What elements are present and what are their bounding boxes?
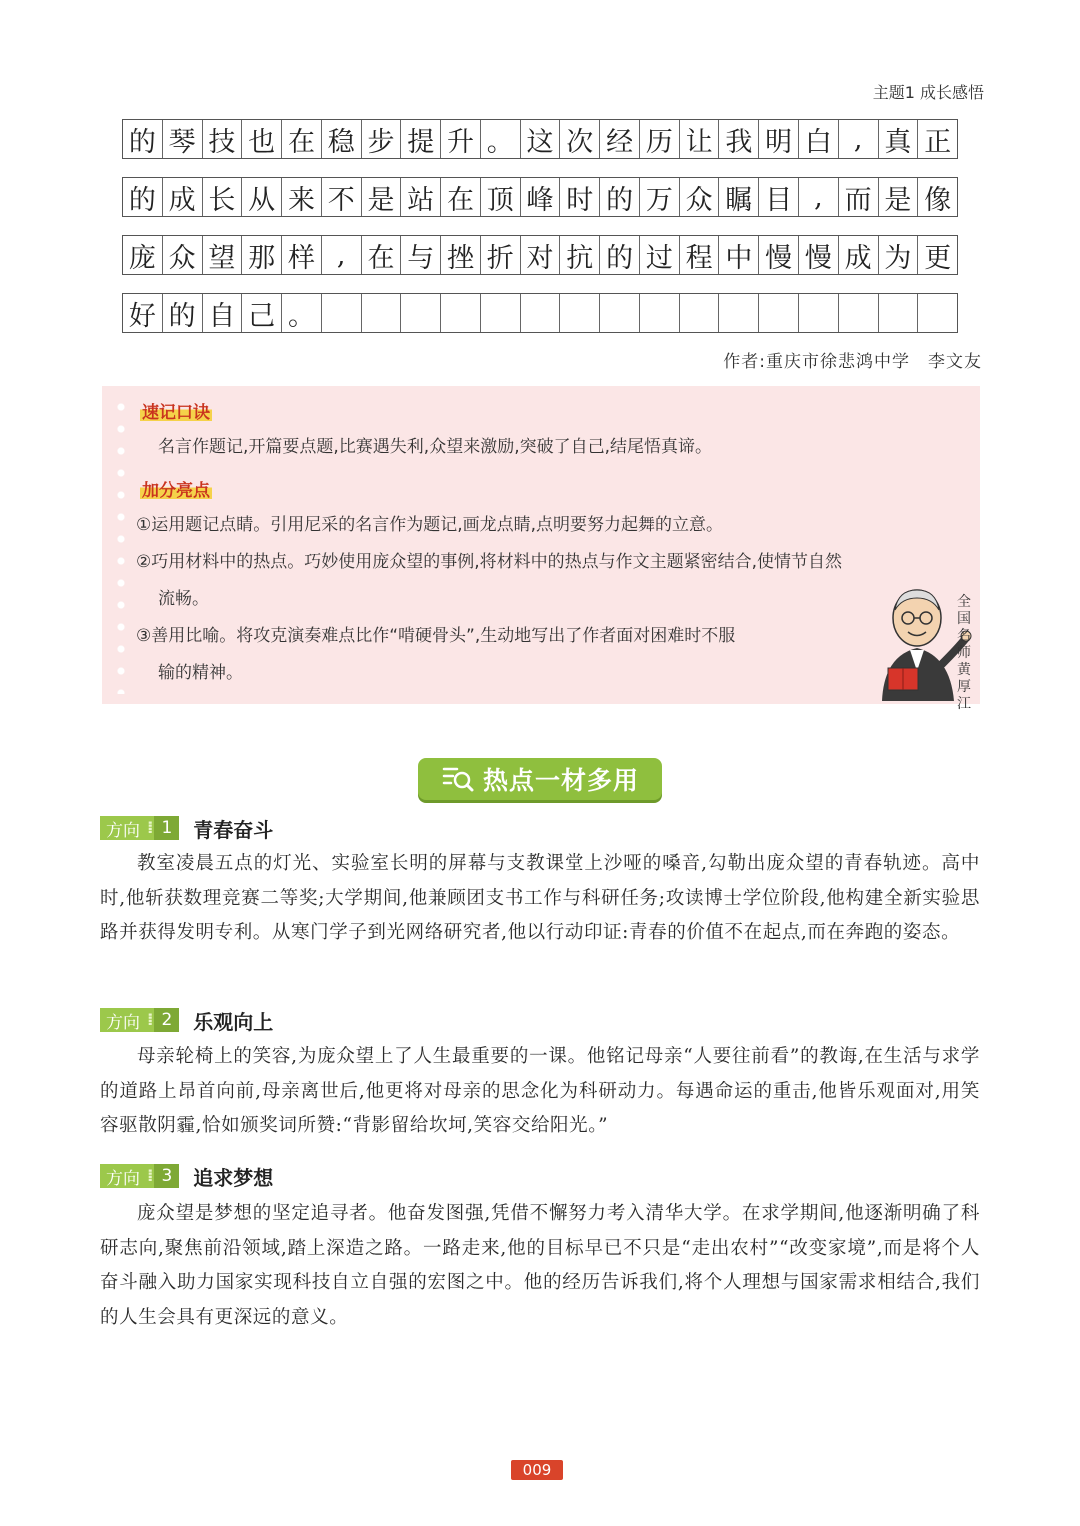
direction-heading-1: [100, 815, 273, 841]
section-banner: [418, 758, 662, 800]
grid-cell: 提: [401, 120, 441, 158]
grid-cell: 是: [879, 178, 919, 216]
highlight-point-2: ②巧用材料中的热点。巧妙使用庞众望的事例,将材料中的热点与作文主题紧密结合,使情节自然: [136, 552, 843, 572]
grid-cell: 不: [322, 178, 362, 216]
grid-cell: 峰: [521, 178, 561, 216]
grid-cell: 时: [560, 178, 600, 216]
grid-cell: [481, 294, 521, 332]
grid-cell: 慢: [759, 236, 799, 274]
grid-cell: 那: [242, 236, 282, 274]
grid-cell: 更: [924, 242, 952, 274]
grid-cell: 我: [719, 120, 759, 158]
grid-cell: 这: [521, 120, 561, 158]
grid-cell: 程: [680, 236, 720, 274]
grid-cell: 中: [719, 236, 759, 274]
grid-cell: [680, 294, 720, 332]
grid-cell: [799, 294, 839, 332]
grid-cell: [560, 294, 600, 332]
grid-cell: 庞: [123, 236, 163, 274]
direction-title: 乐观向上: [193, 1009, 274, 1034]
grid-cell: 的: [600, 178, 640, 216]
grid-cell: 正: [924, 126, 952, 158]
grid-cell: ,: [799, 178, 839, 216]
grid-cell: [759, 294, 799, 332]
grid-cell: [918, 294, 957, 332]
highlight-point-2-cont: 流畅。: [158, 589, 209, 609]
direction-word: 方向: [106, 1012, 140, 1033]
grid-cell: 而: [839, 178, 879, 216]
grid-cell: 白: [799, 120, 839, 158]
grid-cell: 目: [759, 178, 799, 216]
page-number: 009: [511, 1460, 563, 1480]
grid-row: [122, 235, 958, 275]
grid-cell: [600, 294, 640, 332]
grid-cell: [401, 294, 441, 332]
grid-cell: 像: [924, 184, 952, 216]
direction-badge: 方向 ⁞ 2: [100, 1008, 179, 1032]
grid-cell: [640, 294, 680, 332]
direction-word: 方向: [106, 820, 140, 841]
grid-cell: 为: [879, 236, 919, 274]
grid-cell: [521, 294, 561, 332]
highlight-point-1: ①运用题记点睛。引用尼采的名言作为题记,画龙点睛,点明要努力起舞的立意。: [136, 515, 724, 535]
grid-cell: 步: [362, 120, 402, 158]
grid-row: [122, 119, 958, 159]
direction-word: 方向: [106, 1168, 140, 1189]
direction-badge: 方向 ⁞ 1: [100, 816, 179, 840]
tag-mnemonic: 速记口诀: [140, 398, 212, 423]
grid-cell: 成: [839, 236, 879, 274]
grid-cell: 次: [560, 120, 600, 158]
grid-cell: [719, 294, 759, 332]
grid-cell: 技: [203, 120, 243, 158]
grid-cell: 在: [441, 178, 481, 216]
grid-cell: 成: [163, 178, 203, 216]
grid-cell: 在: [282, 120, 322, 158]
grid-cell: 。: [282, 294, 322, 332]
grid-cell: 长: [203, 178, 243, 216]
grid-cell: 众: [163, 236, 203, 274]
direction-paragraph-3: 庞众望是梦想的坚定追寻者。他奋发图强,凭借不懈努力考入清华大学。在求学期间,他逐渐明确了科研志向,聚焦前沿领域,踏上深造之路。一路走来,他的目标早已不只是“走出农村”“改变家境”,而是将个人奋斗融入助力国家实现科技自立自强的宏图之中。他的经历告诉我们,将个人理想与国家需求相结合,我们的人生会具有更深远的意义。: [100, 1203, 980, 1328]
grid-cell: 自: [203, 294, 243, 332]
grid-cell: 众: [680, 178, 720, 216]
grid-row: [122, 293, 958, 333]
grid-cell: [362, 294, 402, 332]
grid-cell: 的: [123, 178, 163, 216]
tip-box: [102, 386, 980, 712]
grid-cell: 对: [521, 236, 561, 274]
highlight-point-3-cont: 输的精神。: [158, 663, 243, 683]
direction-number: 1: [154, 816, 179, 840]
grid-cell: 历: [640, 120, 680, 158]
teacher-label: 全国名师黄厚江: [957, 594, 971, 712]
grid-cell: 的: [163, 294, 203, 332]
direction-title: 青春奋斗: [193, 817, 274, 842]
grid-cell: 琴: [163, 120, 203, 158]
grid-cell: 稳: [322, 120, 362, 158]
direction-title: 追求梦想: [193, 1165, 274, 1190]
grid-cell: 望: [203, 236, 243, 274]
grid-cell: 在: [362, 236, 402, 274]
direction-number: 2: [154, 1008, 179, 1032]
grid-cell: [839, 294, 879, 332]
grid-cell: [322, 294, 362, 332]
grid-cell: 真: [879, 120, 919, 158]
grid-cell: 过: [640, 236, 680, 274]
grid-cell: [441, 294, 481, 332]
grid-cell: 。: [481, 120, 521, 158]
binder-holes: [116, 396, 126, 694]
grid-cell: 来: [282, 178, 322, 216]
grid-cell: 的: [600, 236, 640, 274]
grid-cell: 折: [481, 236, 521, 274]
grid-cell: 万: [640, 178, 680, 216]
grid-cell: 的: [123, 120, 163, 158]
grid-cell: 让: [680, 120, 720, 158]
grid-cell: ,: [322, 236, 362, 274]
grid-cell: 抗: [560, 236, 600, 274]
grid-cell: 从: [242, 178, 282, 216]
direction-heading-2: [100, 1007, 273, 1033]
grid-cell: 升: [441, 120, 481, 158]
magnifier-icon: [441, 765, 475, 793]
mnemonic-text: 名言作题记,开篇要点题,比赛遇失利,众望来激励,突破了自己,结尾悟真谛。: [158, 437, 713, 457]
grid-cell: 好: [123, 294, 163, 332]
grid-cell: 样: [282, 236, 322, 274]
grid-cell: 是: [362, 178, 402, 216]
tag-highlights: 加分亮点: [140, 476, 212, 501]
section-header: 主题1 成长感悟: [872, 83, 984, 102]
grid-cell: 顶: [481, 178, 521, 216]
direction-heading-3: [100, 1163, 273, 1189]
grid-cell: 经: [600, 120, 640, 158]
grid-cell: 瞩: [719, 178, 759, 216]
direction-paragraph-1: 教室凌晨五点的灯光、实验室长明的屏幕与支教课堂上沙哑的嗓音,勾勒出庞众望的青春轨迹。高中时,他斩获数理竞赛二等奖;大学期间,他兼顾团支书工作与科研任务;攻读博士学位阶段,他构建全新实验思路并获得发明专利。从寒门学子到光网络研究者,他以行动印证:青春的价值不在起点,而在奔跑的姿态。: [100, 853, 980, 943]
grid-cell: 也: [242, 120, 282, 158]
grid-cell: [879, 294, 919, 332]
grid-cell: 与: [401, 236, 441, 274]
grid-cell: 明: [759, 120, 799, 158]
direction-paragraph-2: 母亲轮椅上的笑容,为庞众望上了人生最重要的一课。他铭记母亲“人要往前看”的教诲,在生活与求学的道路上昂首向前,母亲离世后,他更将对母亲的思念化为科研动力。每遇命运的重击,他皆乐观面对,用笑容驱散阴霾,恰如颁奖词所赞:“背影留给坎坷,笑容交给阳光。”: [100, 1046, 980, 1136]
author-line: 作者:重庆市徐悲鸿中学 李文友: [723, 352, 982, 372]
highlight-point-3: ③善用比喻。将攻克演奏难点比作“啃硬骨头”,生动地写出了作者面对困难时不服: [136, 626, 736, 646]
grid-cell: 站: [401, 178, 441, 216]
grid-cell: 己: [242, 294, 282, 332]
grid-row: [122, 177, 958, 217]
direction-badge: 方向 ⁞ 3: [100, 1164, 179, 1188]
direction-number: 3: [154, 1164, 179, 1188]
grid-cell: ,: [839, 120, 879, 158]
banner-title: 热点一材多用: [482, 766, 639, 795]
grid-cell: 挫: [441, 236, 481, 274]
grid-cell: 慢: [799, 236, 839, 274]
